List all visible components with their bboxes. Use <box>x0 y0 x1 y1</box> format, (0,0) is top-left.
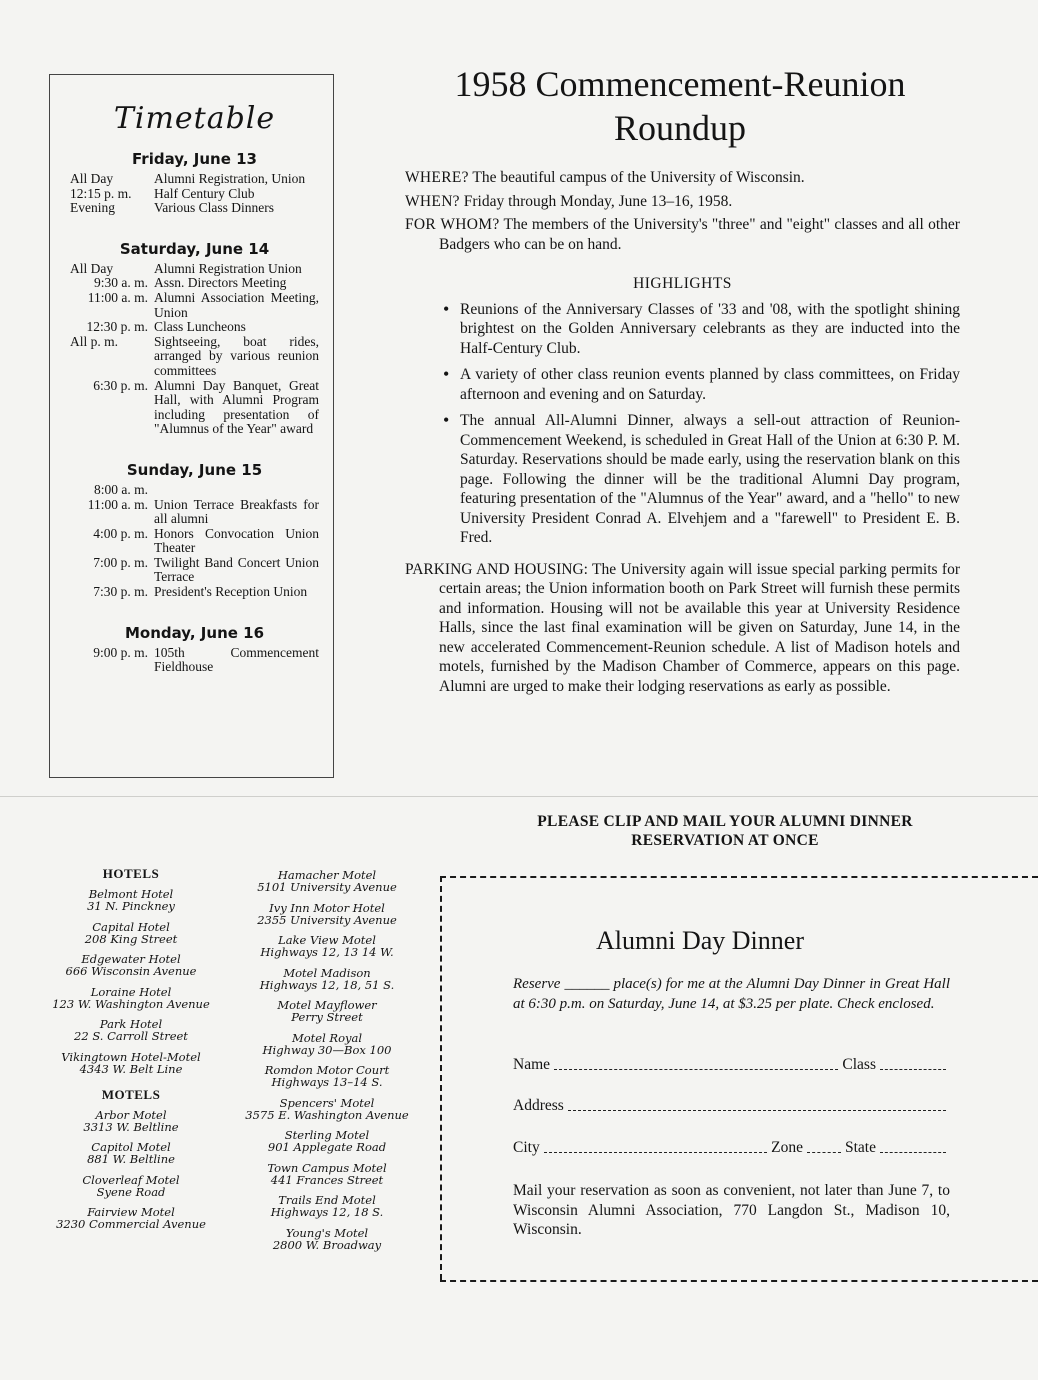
lodging-entry <box>40 1051 222 1075</box>
schedule-row <box>70 379 319 437</box>
lodging-entry <box>40 921 222 945</box>
schedule-time: 7:00 p. m. <box>93 554 148 570</box>
lodging-entry <box>40 1018 222 1042</box>
lodging-address: 3230 Commercial Avenue <box>56 1217 206 1231</box>
state-label: State <box>845 1139 876 1156</box>
lodging-name: Fairview Motel <box>87 1205 175 1219</box>
monday-schedule <box>70 646 319 675</box>
schedule-row <box>70 172 319 187</box>
lodging-name: Sterling Motel <box>284 1128 370 1142</box>
schedule-row <box>70 646 319 675</box>
lodging-name: Hamacher Motel <box>277 868 377 882</box>
article-headline <box>380 62 980 150</box>
schedule-time: 12:30 p. m. <box>86 319 148 335</box>
lodging-address: Highways 13–14 S. <box>271 1075 383 1089</box>
lodging-address: 22 S. Carroll Street <box>74 1029 188 1043</box>
cut-line-bottom <box>440 1280 1038 1282</box>
schedule-time: 11:00 a. m. <box>87 289 148 305</box>
lodging-entry <box>40 1206 222 1230</box>
lodging-entry <box>40 953 222 977</box>
lodging-address: 3575 E. Washington Avenue <box>245 1107 409 1122</box>
lodging-entry <box>236 1227 418 1251</box>
lodging-name: Romdon Motor Court <box>264 1063 390 1077</box>
clip-notice <box>470 812 980 850</box>
where-text: The beautiful campus of the University of Wisconsin. <box>472 169 805 186</box>
lodging-entry <box>236 999 418 1023</box>
section-divider <box>0 796 1038 797</box>
lodging-entry <box>236 1129 418 1153</box>
lodging-entry <box>40 986 222 1010</box>
lodging-name: Motel Royal <box>291 1030 363 1045</box>
schedule-row <box>70 527 319 556</box>
lodging-address: Highway 30—Box 100 <box>262 1042 392 1057</box>
schedule-event: President's Reception Union <box>154 584 308 600</box>
state-field[interactable] <box>880 1151 946 1153</box>
lodging-entry <box>236 1032 418 1056</box>
lodging-entry <box>236 967 418 991</box>
when-text: Friday through Monday, June 13–16, 1958. <box>463 192 733 210</box>
schedule-event: Sightseeing, boat rides, arranged by various reunion committees <box>154 333 319 378</box>
class-label: Class <box>842 1056 876 1073</box>
lodging-address: Highways 12, 13 14 W. <box>260 945 394 959</box>
lodging-name: Loraine Hotel <box>90 984 172 999</box>
lodging-name: Motel Mayflower <box>277 998 377 1012</box>
cut-line-top <box>440 876 1038 878</box>
lodging-address: 5101 University Avenue <box>257 880 397 894</box>
sunday-schedule <box>70 483 319 600</box>
class-field[interactable] <box>880 1068 946 1070</box>
lodging-name: Ivy Inn Motor Hotel <box>269 900 385 915</box>
lodging-address: 881 W. Beltline <box>87 1152 175 1166</box>
schedule-row <box>70 556 319 585</box>
schedule-event: Honors Convocation Union Theater <box>154 525 319 556</box>
cut-line-left <box>440 876 442 1280</box>
timetable-box <box>49 74 334 778</box>
schedule-event: Alumni Registration, Union <box>154 171 306 186</box>
lodging-name: Vikingtown Hotel-Motel <box>61 1049 201 1064</box>
lodging-address: 666 Wisconsin Avenue <box>65 964 197 978</box>
lodging-address: Syene Road <box>96 1184 166 1199</box>
timetable-day-friday: Friday, June 13 <box>132 150 257 168</box>
address-field[interactable] <box>568 1109 946 1111</box>
lodging-address: 2800 W. Broadway <box>272 1237 382 1252</box>
schedule-event: Union Terrace Breakfasts for all alumni <box>154 496 319 527</box>
for-whom-paragraph <box>405 215 960 254</box>
lodging-name: Trails End Motel <box>278 1193 376 1207</box>
schedule-time: 9:00 p. m. <box>93 644 148 660</box>
schedule-event: Class Luncheons <box>154 319 246 335</box>
timetable-day-sunday: Sunday, June 15 <box>126 460 263 479</box>
lodging-address: 441 Frances Street <box>270 1172 384 1187</box>
lodging-name: Arbor Motel <box>95 1107 167 1122</box>
lodging-entry <box>236 1064 418 1088</box>
schedule-event: Alumni Registration Union <box>154 260 302 276</box>
name-class-row <box>513 1056 950 1074</box>
city-field[interactable] <box>544 1151 767 1153</box>
lodging-address: Perry Street <box>291 1010 363 1024</box>
schedule-time: 9:30 a. m. <box>94 275 148 291</box>
schedule-time: 4:00 p. m. <box>93 525 148 541</box>
schedule-event: Twilight Band Concert Union Terrace <box>154 554 319 585</box>
highlight-item: • The annual All-Alumni Dinner, always a sell-out attraction of Reunion-Commencement Weekend, is scheduled in Great Hall of the Union at 6:30 P. M. Saturday. Reservations should be made early, using the reservation blank on this page. Following the dinner will be the traditional Alumni Day program, featuring presentation of the "Alumnus of the Year" award, and a "hello" to new University President Conrad A. Elvehjem and a "farewell" to President E. B. Fred. <box>405 411 960 548</box>
lodging-address: 208 King Street <box>84 931 178 946</box>
motels-column-2 <box>236 869 418 1259</box>
schedule-event: Alumni Day Banquet, Great Hall, with Alumni Program including presentation of "Alumnus of the Year" award <box>154 377 319 437</box>
when-paragraph <box>405 192 960 212</box>
for-whom-label: FOR WHOM? <box>405 216 500 233</box>
schedule-row <box>70 320 319 335</box>
lodging-address: 3313 W. Beltline <box>83 1119 179 1134</box>
lodging-address: 4343 W. Belt Line <box>79 1061 183 1076</box>
city-zone-state-row <box>513 1139 950 1157</box>
reserve-statement: Reserve ______ place(s) for me at the Alumni Day Dinner in Great Hall at 6:30 p.m. on Saturday, June 14, at $3.25 per plate. Check enclosed. <box>513 976 950 1012</box>
lodging-name: Capital Hotel <box>92 919 170 934</box>
lodging-name: Town Campus Motel <box>267 1160 387 1175</box>
coupon-title: Alumni Day Dinner <box>596 926 804 955</box>
timetable-day-saturday: Saturday, June 14 <box>119 239 270 258</box>
lodging-address: Highways 12, 18, 51 S. <box>259 977 395 992</box>
lodging-entry <box>236 1194 418 1218</box>
motels-heading: MOTELS <box>101 1086 161 1102</box>
lodging-entry <box>40 888 222 912</box>
schedule-row <box>70 201 319 216</box>
hotels-heading: HOTELS <box>102 866 160 881</box>
schedule-row <box>70 262 319 277</box>
address-row <box>513 1097 950 1115</box>
lodging-address: 901 Applegate Road <box>267 1140 387 1154</box>
lodging-entry <box>236 934 418 958</box>
lodging-name: Capitol Motel <box>91 1140 171 1154</box>
lodging-name: Spencers' Motel <box>279 1095 375 1110</box>
schedule-event: Assn. Directors Meeting <box>154 275 287 291</box>
name-field[interactable] <box>554 1068 838 1070</box>
lodging-address: 123 W. Washington Avenue <box>52 996 210 1011</box>
lodging-name: Edgewater Hotel <box>81 952 181 966</box>
schedule-row <box>70 291 319 320</box>
schedule-event: Half Century Club <box>154 185 255 201</box>
schedule-time: 8:00 a. m. <box>94 481 148 497</box>
name-label: Name <box>513 1056 551 1073</box>
reservation-coupon[interactable] <box>440 876 1038 1282</box>
lodging-address: 31 N. Pinckney <box>87 899 175 913</box>
where-paragraph <box>405 168 960 188</box>
schedule-event: 105th Commencement Fieldhouse <box>154 644 319 675</box>
timetable-day-monday: Monday, June 16 <box>124 623 265 642</box>
schedule-time: All Day <box>70 260 114 276</box>
clip-notice-line-2: RESERVATION AT ONCE <box>631 832 819 849</box>
highlight-item: • Reunions of the Anniversary Classes of '33 and '08, with the spotlight shining brightest on the Golden Anniversary celebrants as they are inducted into the Half-Century Club. <box>405 300 960 359</box>
schedule-row <box>70 483 319 498</box>
schedule-time: 6:30 p. m. <box>93 377 148 393</box>
highlights-heading: HIGHLIGHTS <box>633 275 732 292</box>
lodging-name: Cloverleaf Motel <box>82 1172 180 1187</box>
schedule-row <box>70 585 319 600</box>
schedule-time: All p. m. <box>70 333 119 349</box>
where-label: WHERE? <box>405 169 469 186</box>
lodging-entry <box>40 1141 222 1165</box>
headline-line-2: Roundup <box>613 108 746 148</box>
address-label: Address <box>513 1097 564 1114</box>
when-label: WHEN? <box>405 192 460 210</box>
zone-label: Zone <box>771 1139 803 1156</box>
schedule-row <box>70 276 319 291</box>
highlights-list <box>405 300 960 548</box>
highlight-item: • A variety of other class reunion events planned by class committees, on Friday afternoon and evening and on Saturday. <box>405 365 960 404</box>
saturday-schedule <box>70 262 319 437</box>
lodging-entry <box>40 1174 222 1198</box>
timetable-title: Timetable <box>113 101 276 136</box>
friday-schedule <box>70 172 319 216</box>
schedule-time: 12:15 p. m. <box>70 185 132 201</box>
schedule-event <box>154 483 319 498</box>
lodging-name: Belmont Hotel <box>88 887 174 901</box>
hotels-column-1 <box>40 868 222 1239</box>
schedule-row <box>70 498 319 527</box>
zone-field[interactable] <box>807 1151 841 1153</box>
schedule-event: Various Class Dinners <box>154 200 274 216</box>
schedule-time: Evening <box>70 200 115 216</box>
parking-paragraph <box>405 560 960 697</box>
lodging-entry <box>236 869 418 893</box>
for-whom-text: The members of the University's "three" and "eight" classes and all other Badgers who can be on hand. <box>439 216 960 253</box>
schedule-event: Alumni Association Meeting, Union <box>154 289 319 320</box>
lodging-name: Motel Madison <box>283 965 371 980</box>
lodging-entry <box>236 1162 418 1186</box>
lodging-name: Park Hotel <box>99 1017 163 1031</box>
schedule-time: All Day <box>70 171 114 186</box>
parking-label: PARKING AND HOUSING: <box>405 560 588 578</box>
schedule-row <box>70 187 319 202</box>
clip-notice-line-1: PLEASE CLIP AND MAIL YOUR ALUMNI DINNER <box>537 813 913 830</box>
lodging-name: Young's Motel <box>285 1225 369 1240</box>
city-label: City <box>513 1139 540 1156</box>
parking-text: The University again will issue special parking permits for certain areas; the Union information booth on Park Street will furnish these permits and information. Housing will not be available this year at University Residence Halls, since the last final examination will be given on Saturday, June 14, in the new accelerated Commencement-Reunion schedule. A list of Madison hotels and motels, furnished by the Madison Chamber of Commerce, appears on this page. Alumni are urged to make their lodging reservations as early as possible. <box>439 560 960 695</box>
headline-line-1: 1958 Commencement-Reunion <box>454 64 906 104</box>
lodging-entry <box>236 1097 418 1121</box>
schedule-time: 7:30 p. m. <box>93 584 148 600</box>
schedule-time: 11:00 a. m. <box>87 496 148 512</box>
lodging-entry <box>40 1109 222 1133</box>
schedule-row <box>70 335 319 379</box>
mail-instructions: Mail your reservation as soon as convenient, not later than June 7, to Wisconsin Alumni Association, 770 Langdon St., Madison 10, Wisconsin. <box>513 1182 950 1238</box>
article-body <box>405 168 960 712</box>
lodging-entry <box>236 902 418 926</box>
lodging-address: 2355 University Avenue <box>257 912 397 927</box>
lodging-name: Lake View Motel <box>278 933 376 947</box>
lodging-address: Highways 12, 18 S. <box>270 1205 384 1219</box>
